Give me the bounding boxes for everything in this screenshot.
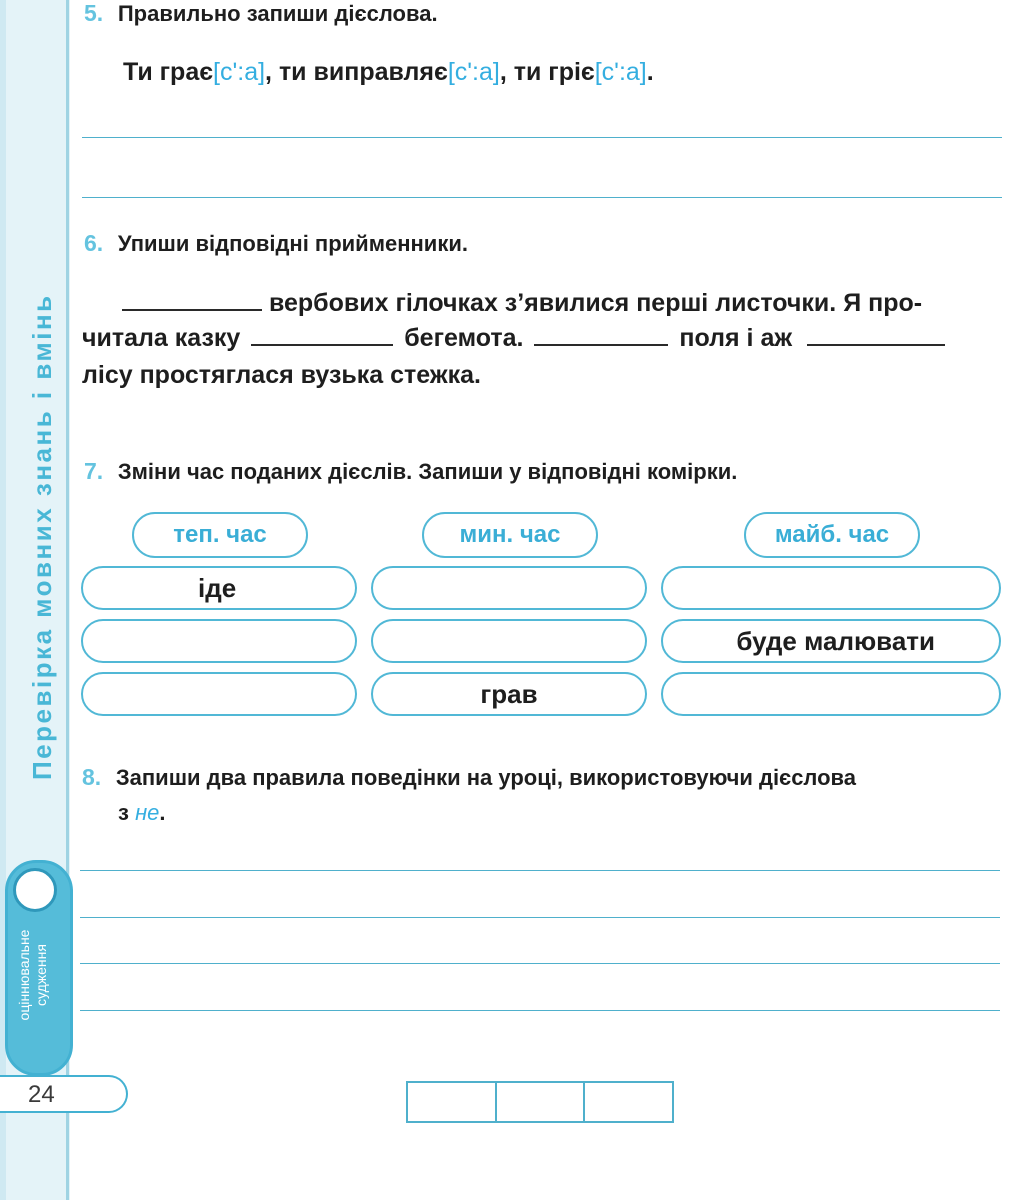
task5-text-2: , ти виправляє bbox=[265, 58, 448, 86]
task8-answer-line-4[interactable] bbox=[80, 1010, 1000, 1011]
task5-text-1: Ти грає bbox=[123, 58, 214, 86]
cell-r3-present[interactable] bbox=[81, 672, 357, 716]
task8-heading bbox=[82, 764, 856, 792]
task8-instruction-line-2 bbox=[118, 800, 166, 826]
task8-highlight-word: не bbox=[135, 800, 160, 825]
task8-prefix: з bbox=[118, 800, 129, 825]
task8-instruction: Запиши два правила поведінки на уроці, використовуючи дієслова bbox=[115, 765, 857, 790]
task5-heading bbox=[84, 0, 438, 28]
task5-answer-line-2[interactable] bbox=[82, 197, 1002, 198]
task5-sentence bbox=[123, 58, 654, 87]
score-boxes bbox=[406, 1081, 674, 1123]
cell-r3-past[interactable]: грав bbox=[371, 672, 647, 716]
cell-r2-present[interactable] bbox=[81, 619, 357, 663]
task8-answer-line-1[interactable] bbox=[80, 870, 1000, 871]
header-past-tense: мин. час bbox=[422, 512, 598, 558]
task6-line-2-text-c: поля і аж bbox=[679, 324, 793, 352]
task6-line-2-text-b: бегемота. bbox=[404, 324, 524, 352]
section-vertical-title: Перевірка мовних знань і вмінь bbox=[27, 293, 57, 780]
task5-answer-line-1[interactable] bbox=[82, 137, 1002, 138]
task6-line-2-text-a: читала казку bbox=[82, 324, 241, 352]
cell-r2-past[interactable] bbox=[371, 619, 647, 663]
task6-blank-4[interactable] bbox=[807, 322, 945, 346]
assessment-badge-label: оціннювальне судження bbox=[16, 929, 49, 1021]
task8-number: 8. bbox=[82, 764, 102, 790]
header-present-tense: теп. час bbox=[132, 512, 308, 558]
task7-number: 7. bbox=[84, 458, 104, 484]
assessment-circle-icon bbox=[13, 868, 57, 912]
task5-number: 5. bbox=[84, 0, 104, 26]
task6-line-2 bbox=[82, 322, 945, 353]
cell-r2-future[interactable]: буде малювати bbox=[661, 619, 1001, 663]
task6-blank-3[interactable] bbox=[534, 322, 668, 346]
header-future-tense: майб. час bbox=[744, 512, 920, 558]
task5-text-3: , ти гріє bbox=[499, 58, 595, 86]
score-box-1[interactable] bbox=[408, 1083, 497, 1121]
score-box-3[interactable] bbox=[585, 1083, 672, 1121]
task8-answer-line-3[interactable] bbox=[80, 963, 1000, 964]
page-number-tab bbox=[0, 1075, 128, 1113]
task6-heading bbox=[84, 230, 468, 258]
task5-sound-2: [сʹ:а] bbox=[447, 58, 500, 86]
task6-number: 6. bbox=[84, 230, 104, 256]
task6-instruction: Упиши відповідні прийменники. bbox=[117, 231, 468, 256]
task5-sound-1: [сʹ:а] bbox=[213, 58, 266, 86]
task6-blank-2[interactable] bbox=[251, 322, 393, 346]
task6-line-3: лісу простяглася вузька стежка. bbox=[82, 361, 481, 389]
task6-line-1 bbox=[122, 287, 922, 318]
task8-answer-line-2[interactable] bbox=[80, 917, 1000, 918]
task5-text-4: . bbox=[646, 58, 654, 86]
task6-blank-1[interactable] bbox=[122, 287, 262, 311]
score-box-2[interactable] bbox=[497, 1083, 586, 1121]
task8-suffix: . bbox=[159, 800, 166, 825]
page-number: 24 bbox=[28, 1081, 55, 1108]
cell-r1-past[interactable] bbox=[371, 566, 647, 610]
task6-line-1-text: вербових гілочках з’явилися перші листочки. Я про- bbox=[268, 289, 923, 317]
cell-r1-future[interactable] bbox=[661, 566, 1001, 610]
task5-instruction: Правильно запиши дієслова. bbox=[117, 1, 438, 26]
task5-sound-3: [сʹ:а] bbox=[594, 58, 647, 86]
cell-r1-present[interactable]: іде bbox=[81, 566, 357, 610]
cell-r3-future[interactable] bbox=[661, 672, 1001, 716]
task7-instruction: Зміни час поданих дієслів. Запиши у відповідні комірки. bbox=[117, 459, 738, 484]
task7-heading bbox=[84, 458, 737, 486]
